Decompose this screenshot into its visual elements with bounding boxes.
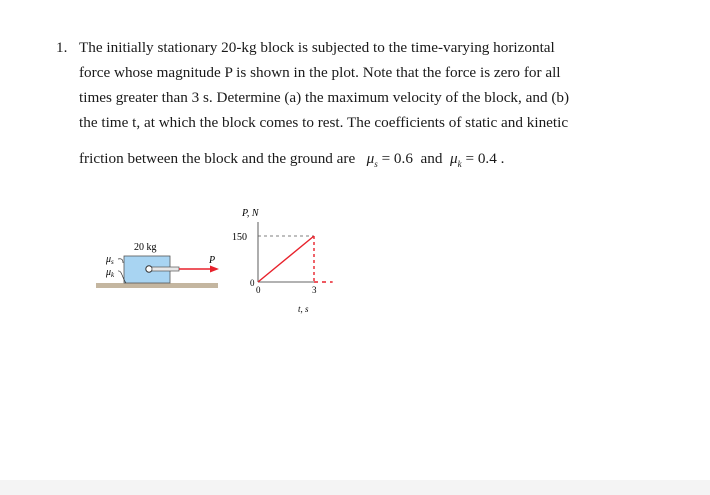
block-mass-label: 20 kg xyxy=(134,242,157,253)
mu-k-subscript: k xyxy=(457,159,462,170)
mu-k-figure-label: $\mu_k$ xyxy=(106,267,115,279)
plot-x-label: t, s xyxy=(298,304,309,314)
pull-rod xyxy=(152,267,179,271)
plot-y-tick-0: 0 xyxy=(250,278,255,288)
ground-surface xyxy=(96,283,218,288)
mu-k-value: = 0.4 xyxy=(465,150,497,167)
mu-s-figure-label: $\mu_s$ xyxy=(106,254,114,266)
mu-s-leader xyxy=(118,259,123,263)
problem-number: 1. xyxy=(56,39,68,56)
mu-s-symbol: μ xyxy=(366,150,375,167)
attachment-pin xyxy=(146,266,152,272)
problem-line-4: the time t, at which the block comes to rest. The coefficients of static and kinetic xyxy=(79,114,569,131)
force-label: P xyxy=(209,255,216,266)
plot-y-tick-150: 150 xyxy=(232,232,247,243)
force-arrow-head xyxy=(210,266,219,273)
problem-line-1: The initially stationary 20-kg block is subjected to the time-varying horizontal xyxy=(79,39,555,56)
plot-ramp-line xyxy=(258,236,314,282)
mu-k-symbol: μ xyxy=(450,150,458,167)
force-time-plot xyxy=(232,208,333,314)
plot-y-label: P, N xyxy=(242,208,259,219)
friction-sentence: friction between the block and the ground are xyxy=(79,150,356,167)
plot-x-tick-3: 3 xyxy=(312,285,317,295)
bottom-bar xyxy=(0,480,710,495)
mu-s-value: = 0.6 xyxy=(381,150,413,167)
problem-line-5 xyxy=(79,147,504,176)
mu-s-subscript: s xyxy=(374,159,378,170)
problem-line-2: force whose magnitude P is shown in the plot. Note that the force is zero for all xyxy=(79,64,561,81)
figure-svg xyxy=(76,196,376,326)
problem-line-3: times greater than 3 s. Determine (a) the maximum velocity of the block, and (b) xyxy=(79,89,570,106)
end-period: . xyxy=(500,150,505,167)
plot-x-tick-0: 0 xyxy=(256,285,261,295)
problem-figure xyxy=(76,196,376,326)
and-word: and xyxy=(420,150,443,167)
